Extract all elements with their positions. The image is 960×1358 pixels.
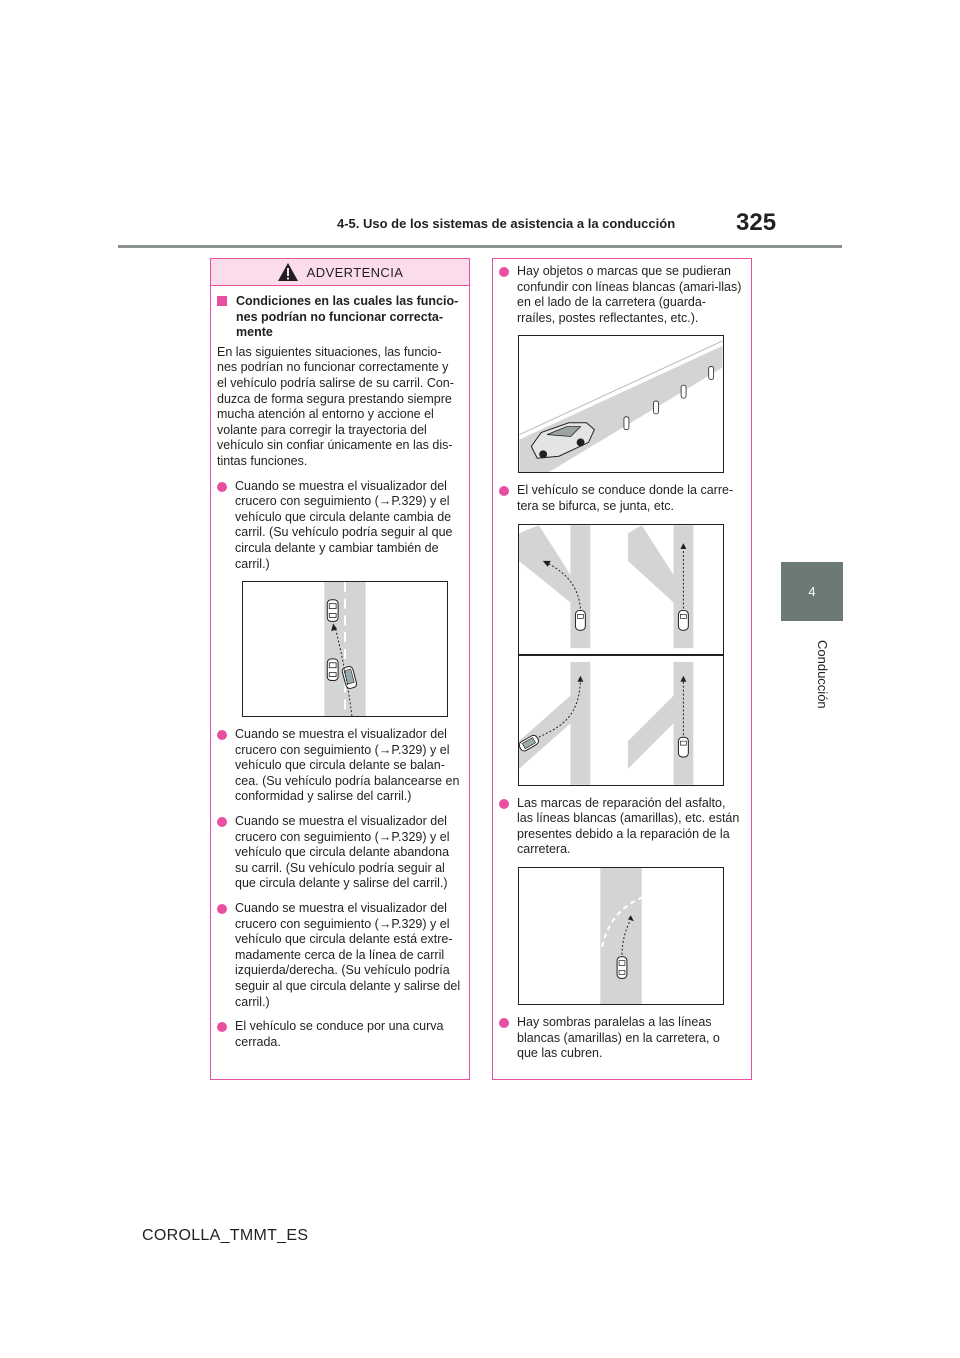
- item-text: ) y el vehículo que circula delante abandona su carril. (Su vehículo podría seguir al que circula delante y salirse del carril.): [235, 829, 450, 891]
- list-item: [499, 483, 743, 514]
- sedan-car-icon: [531, 423, 594, 458]
- item-text: Cuando se muestra el visualizador del crucero con seguimiento (: [235, 814, 447, 844]
- item-text: Cuando se muestra el visualizador del crucero con seguimiento (: [235, 478, 447, 509]
- page-ref-link[interactable]: P.329: [391, 829, 423, 844]
- list-item: [499, 1015, 743, 1062]
- bullet-dot-icon: [499, 267, 509, 277]
- warning-title: ADVERTENCIA: [306, 264, 404, 280]
- item-text: El vehículo se conduce por una curva cerrada.: [235, 1019, 444, 1049]
- car-top-view-icon: [678, 610, 688, 630]
- chapter-number: 4: [808, 584, 816, 599]
- figure-repair-marks: [518, 867, 724, 1005]
- header-divider: [118, 245, 842, 248]
- arrow-ref-icon: →: [378, 829, 392, 844]
- page-ref-link[interactable]: P.329: [391, 916, 423, 931]
- figure-road-fork-merge: [518, 524, 724, 786]
- list-item: [217, 1019, 461, 1050]
- bullet-dot-icon: [217, 1022, 227, 1032]
- item-text: Cuando se muestra el visualizador del crucero con seguimiento (: [235, 901, 447, 931]
- list-item: [217, 901, 461, 1010]
- item-text: Hay sombras paralelas a las líneas blancas (amarillas) en la carretera, o que las cubren.: [517, 1014, 720, 1061]
- bullet-dot-icon: [217, 904, 227, 914]
- item-text: ) y el vehículo que circula delante se balan-cea. (Su vehículo podría balancearse en conformidad y salirse del carril.): [235, 742, 460, 804]
- page-ref-link[interactable]: P.329: [391, 742, 423, 757]
- section-header-title: 4-5. Uso de los sistemas de asistencia a la conducción: [337, 216, 676, 231]
- warning-box-left: [210, 258, 470, 1080]
- page-number: 325: [736, 209, 777, 236]
- warning-intro: En las siguientes situaciones, las funcio-nes podrían no funcionar correctamente y el vehículo podría salirse de su carril. Con-duzca de forma segura prestando siempre mucha atención al entorno y accione el volante para corregir la trayectoria del vehículo sin confiar únicamente en las dis-tintas funciones.: [217, 344, 454, 468]
- list-item: [217, 727, 461, 805]
- item-text: Cuando se muestra el visualizador del crucero con seguimiento (: [235, 727, 447, 757]
- car-top-view-icon: [617, 957, 627, 979]
- item-text: ) y el vehículo que circula delante está extre-madamente cerca de la línea de carril izquierda/derecha. (Su vehículo podría seguir al que circula delante y salirse del carril.): [235, 916, 461, 1009]
- figure-lane-change: [242, 581, 448, 717]
- list-item: [217, 814, 461, 892]
- square-bullet-icon: [217, 296, 227, 306]
- chapter-label: Conducción: [815, 640, 830, 709]
- car-top-view-icon: [678, 737, 688, 757]
- arrow-ref-icon: →: [378, 494, 392, 509]
- list-item: [499, 264, 743, 326]
- car-top-view-icon: [327, 659, 338, 681]
- bullet-dot-icon: [217, 730, 227, 740]
- bullet-dot-icon: [499, 1018, 509, 1028]
- warning-header: [211, 259, 469, 286]
- warning-box-right: [492, 258, 752, 1080]
- chapter-tab[interactable]: [781, 562, 843, 621]
- bullet-dot-icon: [217, 817, 227, 827]
- arrow-ref-icon: →: [378, 742, 392, 757]
- item-text: Hay objetos o marcas que se pudieran confundir con líneas blancas (amari-llas) en el lado de la carretera (guarda-rraíles, postes reflectantes, etc.).: [517, 264, 742, 325]
- item-text: El vehículo se conduce donde la carre-tera se bifurca, se junta, etc.: [517, 483, 734, 513]
- list-item: [217, 479, 461, 573]
- list-item: [499, 796, 743, 858]
- bullet-dot-icon: [217, 482, 227, 492]
- warning-triangle-icon: [277, 262, 299, 282]
- bullet-dot-icon: [499, 486, 509, 496]
- item-text: ) y el vehículo que circula delante cambia de carril. (Su vehículo podría seguir al que circula delante y cambiar también de carril.): [235, 494, 453, 571]
- bullet-dot-icon: [499, 799, 509, 809]
- warning-section-title: Condiciones en las cuales las funcio-nes podrían no funcionar correcta-mente: [236, 294, 459, 340]
- page-ref-link[interactable]: P.329: [391, 494, 423, 509]
- car-top-view-icon: [327, 600, 338, 622]
- figure-roadside-posts: [518, 335, 724, 473]
- car-top-view-icon: [575, 610, 585, 630]
- arrow-ref-icon: →: [378, 916, 392, 931]
- document-code: COROLLA_TMMT_ES: [142, 1227, 309, 1244]
- item-text: Las marcas de reparación del asfalto, las líneas blancas (amarillas), etc. están presentes debido a la reparación de la carretera.: [517, 795, 740, 857]
